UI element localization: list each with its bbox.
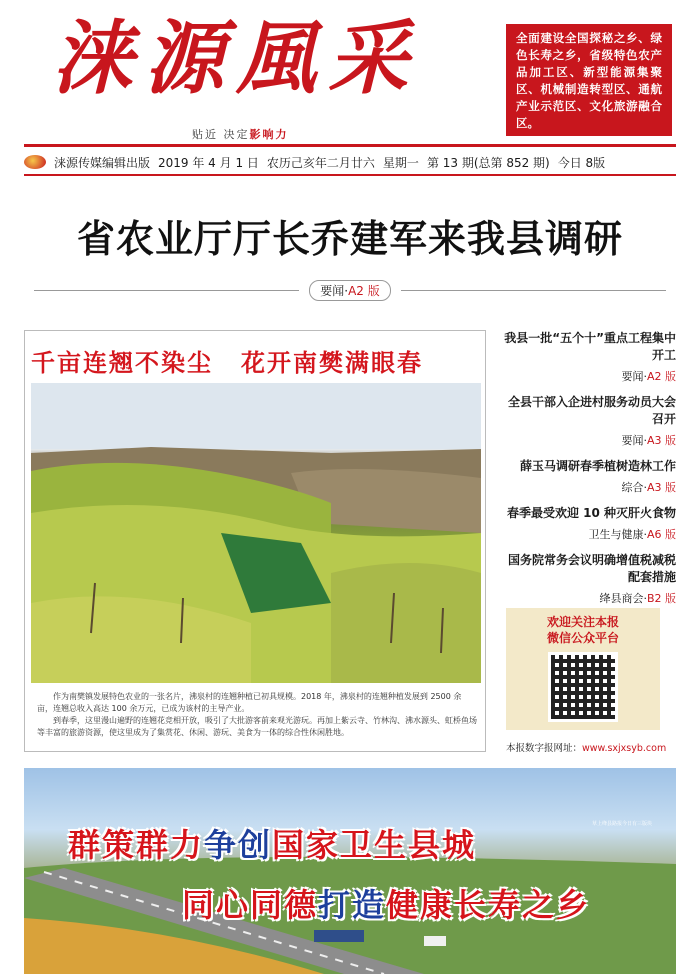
caption-paragraph-2: 到春季，这里漫山遍野的连翘花竞相开放，吸引了大批游客前来观光游玩。再加上紫云寺、竹林沟、沸水源头、虹桥鱼场等丰富的旅游资源，使这里成为了集赏花、休闲、游玩、美食为一体的综合性休闲胜地。 [37, 716, 477, 737]
banner-line-2-a: 同心同德 [182, 886, 319, 924]
news-item-title: 全县干部入企进村服务动员大会召开 [507, 395, 676, 426]
slogan-a: 贴近 [192, 128, 218, 141]
news-item-page: A3 版 [646, 481, 676, 494]
news-item-page: A6 版 [646, 528, 676, 541]
qr-code-icon[interactable] [548, 652, 618, 722]
divider-left [34, 290, 299, 291]
banner-line-1-a: 群策群力 [68, 826, 205, 864]
news-item-5[interactable] [500, 552, 676, 606]
news-item-page: B2 版 [646, 592, 676, 605]
slogan [192, 126, 289, 142]
news-item-ref [500, 368, 676, 384]
photo-caption [37, 691, 477, 739]
date: 2019 年 4 月 1 日 [158, 155, 259, 170]
weekday: 星期一 [382, 155, 419, 170]
news-item-3[interactable] [500, 458, 676, 495]
news-item-section: 综合· [621, 481, 647, 494]
news-item-ref [500, 526, 676, 542]
section-label: 要闻· [320, 283, 349, 298]
bottom-rule [24, 174, 676, 176]
landscape-illustration [31, 383, 481, 683]
main-headline[interactable]: 省农业厅厅长乔建军来我县调研 [76, 217, 623, 261]
issue: 第 13 期(总第 852 期) [426, 155, 550, 170]
caption-paragraph-1: 作为南樊镇发展特色农业的一张名片，沸泉村的连翘种植已初具规模。2018 年，沸泉村的连翘种植发展到 2500 余亩，连翘总收入高达 100 余万元，已成为该村的主导产业。 [37, 692, 462, 713]
info-bar [24, 152, 676, 172]
news-item-page: A3 版 [646, 434, 676, 447]
photo-story-title[interactable] [31, 337, 481, 383]
news-item-ref [500, 432, 676, 448]
headline-section-ref [24, 280, 676, 300]
news-item-ref [500, 590, 676, 606]
news-item-section: 要闻· [621, 434, 647, 447]
publisher: 涞源传媒编辑出版 [54, 155, 151, 170]
masthead [0, 0, 700, 148]
news-item-page: A2 版 [646, 370, 676, 383]
page-count: 今日 8版 [557, 155, 606, 170]
news-item-ref [500, 479, 676, 495]
banner-road-illustration [24, 768, 676, 974]
wechat-line-2: 微信公众平台 [546, 631, 619, 645]
top-rule [24, 144, 676, 147]
news-item-title: 薛玉马调研春季植树造林工作 [519, 459, 676, 473]
wechat-promo [506, 608, 660, 730]
news-item-2[interactable] [500, 394, 676, 448]
news-item-title: 国务院常务会议明确增值税减税配套措施 [507, 553, 676, 584]
photo-story [24, 330, 486, 752]
section-pill[interactable] [309, 280, 391, 301]
slogan-b: 决定 [223, 128, 250, 141]
banner-line-2-b: 打造 [318, 886, 387, 924]
forsythia-landscape-photo [31, 383, 481, 683]
news-item-title: 我县一批“五个十”重点工程集中开工 [504, 331, 676, 362]
news-item-1[interactable] [500, 330, 676, 384]
website-line [506, 740, 676, 754]
news-index [500, 330, 676, 616]
section-page: A2 版 [348, 283, 380, 298]
website-url[interactable]: www.sxjxsyb.com [582, 743, 667, 754]
lunar-date: 农历己亥年二月廿六 [266, 155, 375, 170]
newspaper-title: 涞源風采 [52, 11, 420, 105]
banner-small-text: 草上绛县路报今日有三版块 [592, 821, 653, 827]
banner-line-1-c: 国家卫生县城 [272, 826, 477, 864]
news-item-section: 绛县商会· [599, 592, 647, 605]
mission-box: 全面建设全国探秘之乡、绿色长寿之乡，省级特色农产品加工区、新型能源集聚区、机械制造转型区、通航产业示范区、文化旅游融合区。 [506, 24, 672, 136]
news-item-section: 要闻· [621, 370, 647, 383]
news-item-4[interactable] [500, 505, 676, 542]
slogan-c: 影响力 [249, 128, 289, 141]
divider-right [401, 290, 666, 291]
website-label: 本报数字报网址： [506, 743, 583, 754]
wechat-line-1: 欢迎关注本报 [546, 615, 619, 629]
news-item-title: 春季最受欢迎 10 种灭肝火食物 [506, 506, 676, 520]
banner-line-1 [68, 820, 476, 866]
photo-title-left: 千亩连翘不染尘 [31, 348, 213, 377]
photo-title-right: 花开南樊满眼春 [241, 348, 423, 377]
banner-line-2-c: 健康长寿之乡 [386, 886, 591, 924]
news-item-section: 卫生与健康· [588, 528, 647, 541]
banner-line-1-b: 争创 [204, 826, 273, 864]
public-service-banner [24, 768, 676, 974]
publisher-logo-icon [24, 155, 46, 169]
banner-line-2 [182, 880, 590, 926]
